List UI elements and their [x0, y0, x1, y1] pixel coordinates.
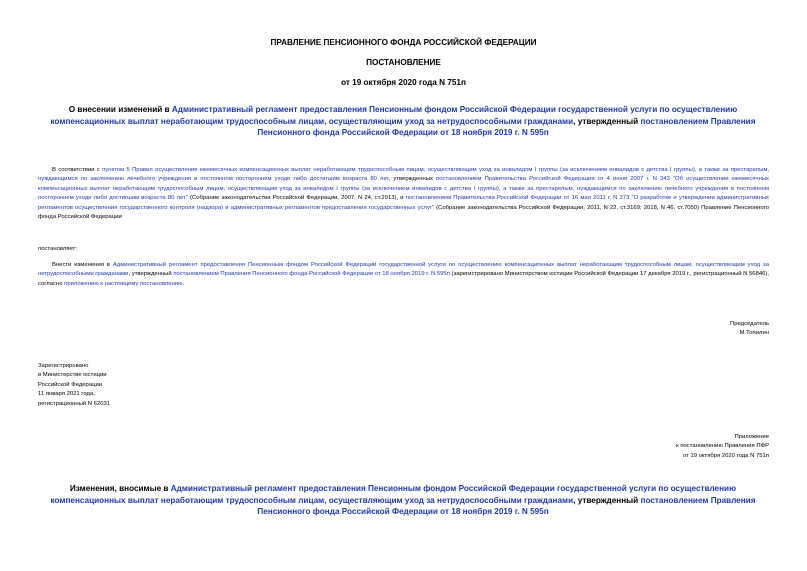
- clause-text-1: Внести изменения в: [52, 262, 113, 268]
- preamble-text-3: (Собрание законодательства Российской Федерации, 2007, N 24, ст.2913), и: [187, 195, 406, 202]
- rules-point-link[interactable]: пунктом 5 Правил осуществления ежемесячных компенсационных выплат неработающим трудоспособным лицам, осуществляющим уход за инвалидом I группы (за исключением инвалидов с детства I группы), а также за престарелым, нуждающимся по заключению лечебного учреждения в постоянном постороннем уходе либо достигшим возраста 80 лет: [38, 167, 770, 183]
- preamble-text-1: В соответствии с: [52, 167, 103, 173]
- doc-type-heading: ПОСТАНОВЛЕНИЕ: [366, 58, 441, 67]
- registration-line: 11 января 2021 года,: [38, 391, 95, 398]
- registration-line: в Министерстве юстиции: [38, 372, 107, 379]
- appendix-line: Приложение: [734, 434, 769, 440]
- title-prefix: О внесении изменений в: [68, 105, 172, 114]
- appendix-block: [676, 433, 769, 461]
- clause-text-3: (зарегистрировано Министерством юстиции Российской Федерации 17 декабря 2019 г., регистрационный N 56846), согласно: [38, 271, 770, 287]
- preamble-paragraph: [38, 166, 769, 222]
- document-title: [32, 104, 774, 139]
- org-heading: ПРАВЛЕНИЕ ПЕНСИОННОГО ФОНДА РОССИЙСКОЙ ФЕДЕРАЦИИ: [270, 38, 537, 47]
- clause-regulation-link[interactable]: Административный регламент предоставления Пенсионным фондом Российской Федерации государственной услуги по осуществлению компенсационных выплат неработающим трудоспособным лицам, осуществляющим уход за нетрудоспособными гражданами: [38, 262, 769, 278]
- regulation-link[interactable]: Административный регламент предоставления Пенсионным фондом Российской Федерации государственной услуги по осуществлению компенсационных выплат неработающим трудоспособным лицам, осуществляющим уход за нетрудоспособными гражданами: [50, 105, 738, 126]
- doc-date-number: от 19 октября 2020 года N 751п: [341, 78, 466, 87]
- signature-block: [730, 320, 769, 339]
- preamble-text-4: (Собрание законодательства Российской Федерации, 2011, N 22, ст.3169; 2018, N 46, ст.7050) Правление Пенсионного фонда Российской Федерации: [38, 204, 769, 221]
- changes-regulation-link[interactable]: Административный регламент предоставления Пенсионным фондом Российской Федерации государственной услуги по осуществлению компенсационных выплат неработающим трудоспособным лицам, осуществляющим уход за нетрудоспособными гражданами: [50, 484, 737, 505]
- government-decree-373-link[interactable]: постановлением Правительства Российской Федерации от 16 мая 2011 г. N 373 "О разработке и утверждении административных регламентов осуществления государственного контроля (надзора) и административных регламентов предоставления государственных услуг": [38, 195, 769, 211]
- signature-role: Председатель: [730, 321, 769, 327]
- clause-text-4: .: [182, 280, 185, 287]
- preamble-text-2: , утвержденных: [388, 176, 437, 183]
- government-decree-343-link[interactable]: постановлением Правительства Российской Федерации от 4 июня 2007 г. N 343 "Об осуществлении ежемесячных компенсационных выплат неработающим трудоспособным лицам, осуществляющим уход за инвалидом I группы (за исключением инвалидов с детства I группы), а также за престарелым, нуждающимся по заключению лечебного учреждения в постоянном постороннем уходе либо достигшим возраста 80 лет": [38, 176, 769, 202]
- appendix-link[interactable]: приложению к настоящему постановлению: [64, 280, 183, 287]
- clause-resolution-link[interactable]: постановлением Правления Пенсионного фонда Российской Федерации от 18 ноября 2019 г. N 595п: [173, 271, 450, 278]
- changes-resolution-link[interactable]: постановлением Правления Пенсионного фонда Российской Федерации от 18 ноября 2019 г. N 595п: [257, 495, 756, 517]
- clause-text-2: , утвержденный: [128, 271, 174, 278]
- changes-title: [32, 483, 774, 518]
- changes-title-middle: , утвержденный: [573, 495, 641, 505]
- resolution-link[interactable]: постановлением Правления Пенсионного фонда Российской Федерации от 18 ноября 2019 г. N 595п: [257, 116, 756, 138]
- changes-title-prefix: Изменения, вносимые в: [69, 484, 171, 493]
- resolves-label: постановляет:: [38, 246, 77, 252]
- title-middle: , утвержденный: [573, 116, 641, 126]
- appendix-line: к постановлению Правления ПФР: [676, 443, 769, 450]
- registration-block: [38, 362, 110, 409]
- registration-line: регистрационный N 62031: [38, 400, 111, 407]
- appendix-line: от 19 октября 2020 года N 751п: [682, 452, 769, 459]
- registration-line: Российской Федерации: [38, 381, 103, 388]
- signature-name: М.Топилин: [739, 330, 769, 337]
- clause-paragraph: [38, 261, 769, 289]
- registration-line: Зарегистрировано: [38, 363, 89, 369]
